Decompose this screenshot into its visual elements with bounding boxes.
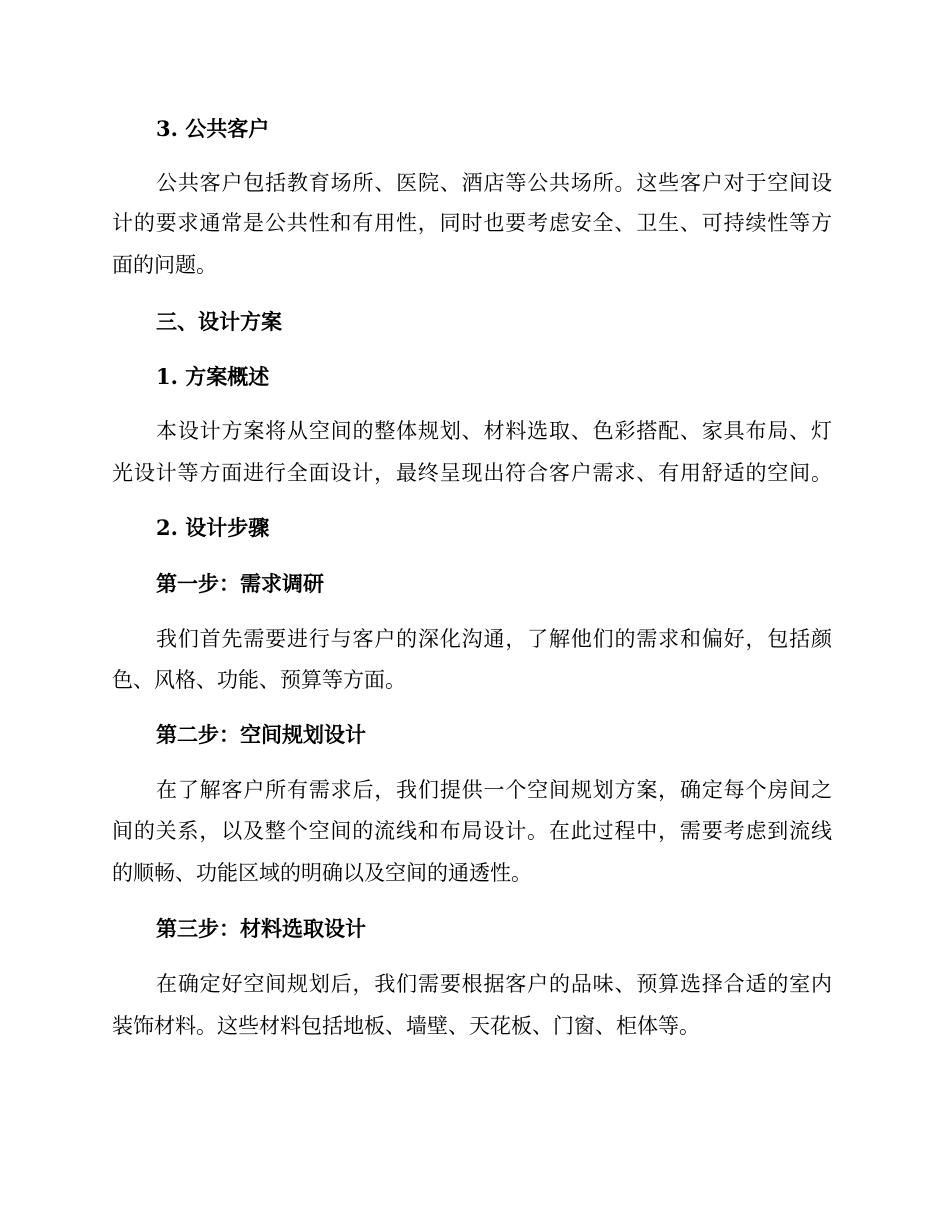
paragraph-line: 间的关系，以及整个空间的流线和布局设计。在此过程中，需要考虑到流线 bbox=[112, 819, 832, 843]
paragraph-line: 色、风格、功能、预算等方面。 bbox=[112, 668, 406, 692]
heading-step-one: 第一步：需求调研 bbox=[156, 571, 324, 596]
paragraph-line: 公共客户包括教育场所、医院、酒店等公共场所。这些客户对于空间设 bbox=[156, 171, 832, 195]
paragraph-line: 我们首先需要进行与客户的深化沟通，了解他们的需求和偏好，包括颜 bbox=[156, 627, 832, 651]
paragraph-line: 面的问题。 bbox=[112, 253, 217, 277]
heading-design-plan: 三、设计方案 bbox=[156, 309, 282, 334]
paragraph-line: 计的要求通常是公共性和有用性，同时也要考虑安全、卫生、可持续性等方 bbox=[112, 211, 832, 235]
heading-step-two: 第二步：空间规划设计 bbox=[156, 722, 366, 747]
paragraph-line: 在确定好空间规划后，我们需要根据客户的品味、预算选择合适的室内 bbox=[156, 972, 832, 996]
heading-public-clients: 3. 公共客户 bbox=[156, 116, 270, 141]
heading-plan-overview: 1. 方案概述 bbox=[156, 364, 270, 389]
paragraph-line: 装饰材料。这些材料包括地板、墙壁、天花板、门窗、柜体等。 bbox=[112, 1014, 700, 1038]
paragraph-line: 在了解客户所有需求后，我们提供一个空间规划方案，确定每个房间之 bbox=[156, 778, 832, 802]
paragraph-line: 本设计方案将从空间的整体规划、材料选取、色彩搭配、家具布局、灯 bbox=[156, 419, 832, 443]
heading-step-three: 第三步：材料选取设计 bbox=[156, 916, 366, 941]
paragraph-line: 的顺畅、功能区域的明确以及空间的通透性。 bbox=[112, 861, 532, 885]
paragraph-line: 光设计等方面进行全面设计，最终呈现出符合客户需求、有用舒适的空间。 bbox=[112, 461, 832, 485]
heading-design-steps: 2. 设计步骤 bbox=[156, 515, 270, 540]
